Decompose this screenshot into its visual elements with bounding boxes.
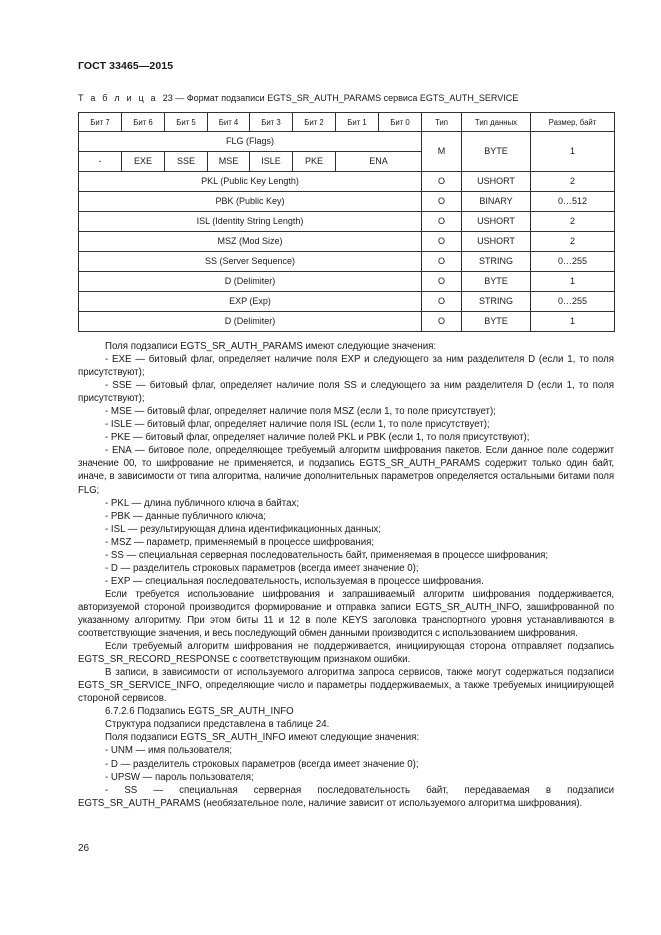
type-cell: O bbox=[422, 212, 462, 232]
bit-cell: EXE bbox=[122, 152, 165, 172]
table-row bbox=[79, 292, 615, 312]
table-caption bbox=[78, 93, 518, 103]
paragraph: - D — разделитель строковых параметров (всегда имеет значение 0); bbox=[105, 562, 419, 574]
header-cell: Размер, байт bbox=[531, 113, 615, 132]
type-cell: O bbox=[422, 252, 462, 272]
field-cell: D (Delimiter) bbox=[79, 312, 422, 332]
header-cell: Бит 0 bbox=[379, 113, 422, 132]
datatype-cell: USHORT bbox=[462, 172, 531, 192]
datatype-cell: STRING bbox=[462, 292, 531, 312]
flags-row bbox=[79, 132, 615, 152]
paragraph: - PBK — данные публичного ключа; bbox=[105, 510, 266, 522]
field-cell: SS (Server Sequence) bbox=[79, 252, 422, 272]
body-text bbox=[78, 340, 614, 810]
bit-cell: MSE bbox=[208, 152, 250, 172]
paragraph: - UPSW — пароль пользователя; bbox=[105, 771, 254, 783]
header-cell: Бит 1 bbox=[336, 113, 379, 132]
paragraph: Структура подзаписи представлена в таблице 24. bbox=[105, 719, 330, 731]
table-row bbox=[79, 272, 615, 292]
header-cell: Бит 4 bbox=[208, 113, 250, 132]
field-cell: D (Delimiter) bbox=[79, 272, 422, 292]
paragraph: В записи, в зависимости от используемого алгоритма запроса сервисов, также могут содержаться подзаписи EGTS_SR_SERVICE_INFO, определяющие число и параметры поддерживаемых, а также требуемых инициирующей стороной сервисов. bbox=[78, 667, 614, 705]
table-row bbox=[79, 192, 615, 212]
table-caption-label: Т а б л и ц а bbox=[78, 93, 158, 103]
bit-cell: PKE bbox=[293, 152, 336, 172]
datatype-cell: BYTE bbox=[462, 312, 531, 332]
header-cell: Бит 7 bbox=[79, 113, 122, 132]
paragraph: - EXP — специальная последовательность, используемая в процессе шифрования. bbox=[105, 575, 484, 587]
table-row bbox=[79, 252, 615, 272]
paragraph: Если требуется использование шифрования и запрашиваемый алгоритм шифрования поддерживается, авторизуемой стороной производится формирование и отправка записи EGTS_SR_AUTH_INFO, зашифрованной по указанному алгоритму. При этом биты 11 и 12 в поле KEYS заголовка транспортного уровня устанавливаются в соответствующие значения, и весь последующий обмен данными производится с использованием шифрования. bbox=[78, 588, 614, 640]
flags-datatype-cell: BYTE bbox=[462, 132, 531, 172]
paragraph: - MSE — битовый флаг, определяет наличие поля MSZ (если 1, то поле присутствует); bbox=[105, 406, 496, 418]
table-row bbox=[79, 212, 615, 232]
page-number: 26 bbox=[78, 843, 90, 854]
bit-cell: ISLE bbox=[250, 152, 293, 172]
datatype-cell: USHORT bbox=[462, 212, 531, 232]
datatype-cell: BINARY bbox=[462, 192, 531, 212]
bit-cell: SSE bbox=[165, 152, 208, 172]
field-cell: EXP (Exp) bbox=[79, 292, 422, 312]
header-cell: Бит 2 bbox=[293, 113, 336, 132]
size-cell: 0…255 bbox=[531, 292, 615, 312]
datatype-cell: BYTE bbox=[462, 272, 531, 292]
table-row bbox=[79, 312, 615, 332]
size-cell: 0…512 bbox=[531, 192, 615, 212]
table-header-row bbox=[79, 113, 615, 132]
table-row bbox=[79, 172, 615, 192]
header-cell: Бит 6 bbox=[122, 113, 165, 132]
type-cell: O bbox=[422, 292, 462, 312]
size-cell: 1 bbox=[531, 272, 615, 292]
flags-label-cell: FLG (Flags) bbox=[79, 132, 422, 152]
type-cell: O bbox=[422, 192, 462, 212]
bit-cell: ENA bbox=[336, 152, 422, 172]
paragraph: - SS — специальная серверная последовательность байт, передаваемая в подзаписи EGTS_SR_AUTH_PARAMS (необязательное поле, наличие зависит от используемого алгоритма шифрования). bbox=[78, 784, 614, 809]
table-caption-number: 23 bbox=[162, 93, 173, 103]
paragraph: - EXE — битовый флаг, определяет наличие поля EXP и следующего за ним разделителя D (если 1, то поля присутствуют); bbox=[78, 354, 614, 379]
paragraph: - PKE — битовый флаг, определяет наличие полей PKL и PBK (если 1, то поля присутствуют); bbox=[105, 432, 530, 444]
size-cell: 2 bbox=[531, 212, 615, 232]
flags-size-cell: 1 bbox=[531, 132, 615, 172]
header-cell: Бит 5 bbox=[165, 113, 208, 132]
paragraph: - MSZ — параметр, применяемый в процессе шифрования; bbox=[105, 536, 375, 548]
paragraph: - ENA — битовое поле, определяющее требуемый алгоритм шифрования пакетов. Если данное поле содержит значение 00, то шифрование не применяется, и подзапись EGTS_SR_AUTH_PARAMS содержит только один байт, иначе, в зависимости от типа алгоритма, наличие дополнительных параметров определяется остальными битами поля FLG; bbox=[78, 445, 614, 496]
field-cell: MSZ (Mod Size) bbox=[79, 232, 422, 252]
paragraph: - ISLE — битовый флаг, определяет наличие поля ISL (если 1, то поле присутствует); bbox=[105, 419, 490, 431]
size-cell: 1 bbox=[531, 312, 615, 332]
paragraph: - PKL — длина публичного ключа в байтах; bbox=[105, 497, 300, 509]
datatype-cell: STRING bbox=[462, 252, 531, 272]
format-table bbox=[78, 112, 615, 332]
paragraph: - D — разделитель строковых параметров (всегда имеет значение 0); bbox=[105, 758, 419, 770]
type-cell: O bbox=[422, 172, 462, 192]
field-cell: ISL (Identity String Length) bbox=[79, 212, 422, 232]
table-row bbox=[79, 232, 615, 252]
type-cell: O bbox=[422, 232, 462, 252]
field-cell: PBK (Public Key) bbox=[79, 192, 422, 212]
size-cell: 2 bbox=[531, 172, 615, 192]
flags-type-cell: M bbox=[422, 132, 462, 172]
paragraph: - UNM — имя пользователя; bbox=[105, 745, 233, 757]
table-caption-text: — Формат подзаписи EGTS_SR_AUTH_PARAMS сервиса EGTS_AUTH_SERVICE bbox=[175, 93, 519, 103]
paragraph: Поля подзаписи EGTS_SR_AUTH_INFO имеют следующие значения: bbox=[105, 732, 420, 744]
paragraph: - SSE — битовый флаг, определяет наличие поля SS и следующего за ним разделителя D (если 1, то поля присутствуют); bbox=[78, 380, 614, 405]
paragraph: Поля подзаписи EGTS_SR_AUTH_PARAMS имеют следующие значения: bbox=[105, 341, 437, 352]
paragraph: Если требуемый алгоритм шифрования не поддерживается, инициирующая сторона отправляет подзапись EGTS_SR_RECORD_RESPONSE с соответствующим признаком ошибки. bbox=[78, 641, 614, 666]
header-cell: Бит 3 bbox=[250, 113, 293, 132]
type-cell: O bbox=[422, 312, 462, 332]
document-header: ГОСТ 33465—2015 bbox=[78, 60, 174, 72]
type-cell: O bbox=[422, 272, 462, 292]
field-cell: PKL (Public Key Length) bbox=[79, 172, 422, 192]
size-cell: 2 bbox=[531, 232, 615, 252]
header-cell: Тип данных bbox=[462, 113, 531, 132]
paragraph: - SS — специальная серверная последовательность байт, применяемая в процессе шифрования; bbox=[105, 549, 549, 561]
paragraph: - ISL — результирующая длина идентификационных данных; bbox=[105, 523, 381, 535]
size-cell: 0…255 bbox=[531, 252, 615, 272]
bit-cell: - bbox=[79, 152, 122, 172]
section-heading: 6.7.2.6 Подзапись EGTS_SR_AUTH_INFO bbox=[105, 706, 294, 718]
datatype-cell: USHORT bbox=[462, 232, 531, 252]
header-cell: Тип bbox=[422, 113, 462, 132]
